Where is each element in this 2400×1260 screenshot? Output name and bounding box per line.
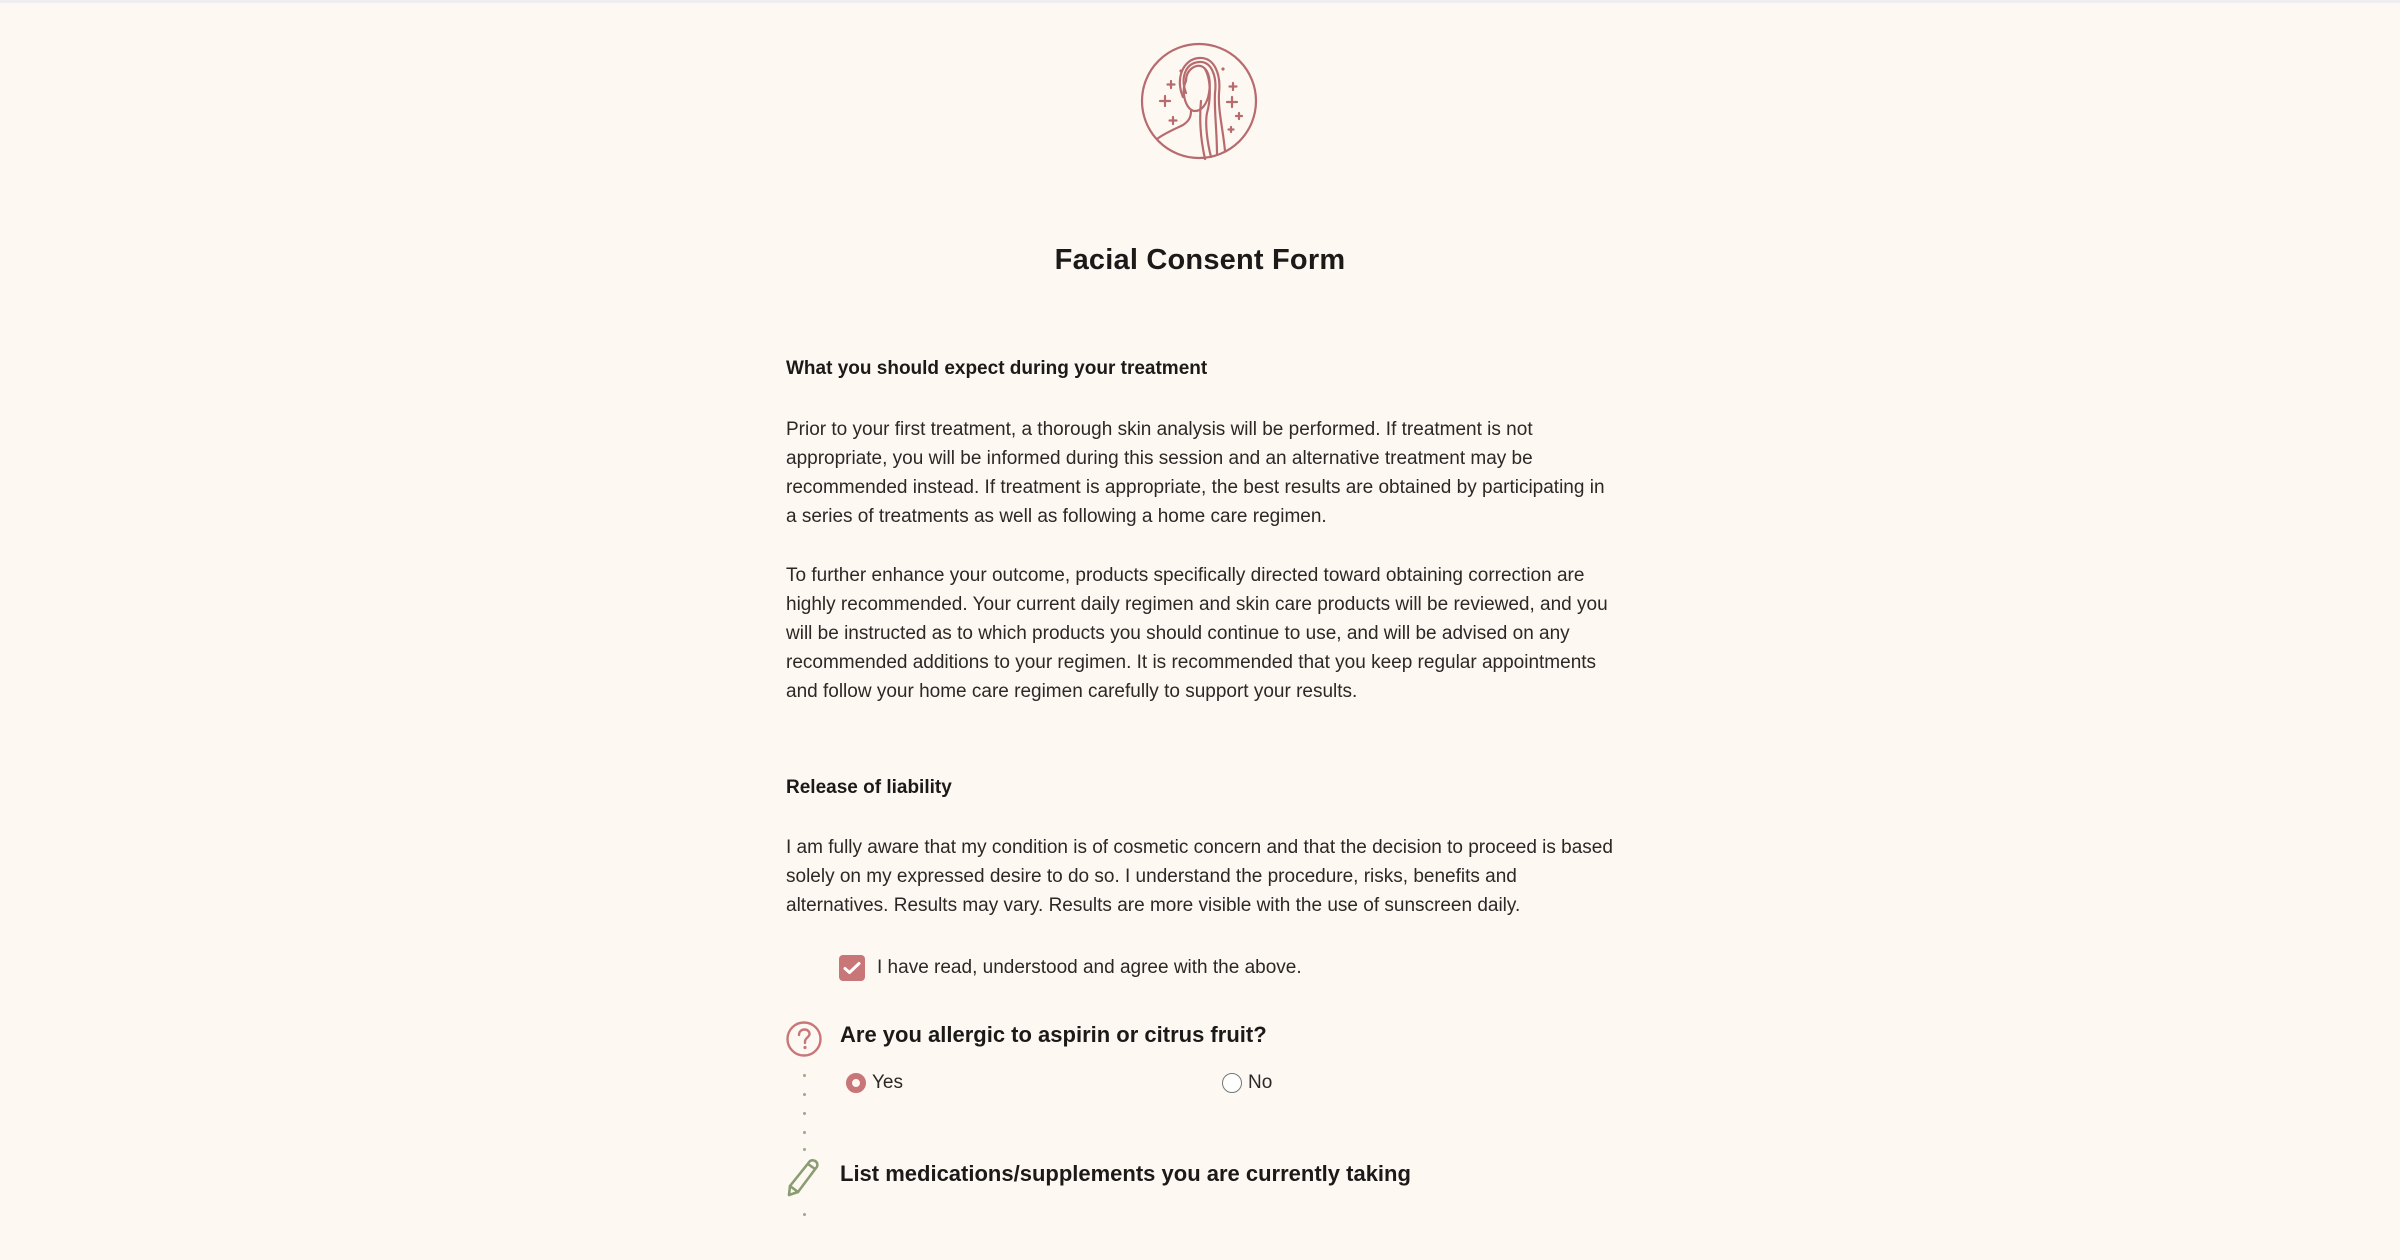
liability-paragraph: I am fully aware that my condition is of cosmetic concern and that the decision to proceed is based solely on my expressed desire to do so. I understand the procedure, risks, benefits and alternatives. Results may vary. Results are more visible with the use of sunscreen daily. [786, 837, 1613, 916]
page-title: Facial Consent Form [1054, 244, 1346, 276]
checkmark-icon [843, 961, 861, 975]
top-edge-divider [0, 0, 2400, 3]
timeline-dot [803, 1074, 806, 1077]
timeline-dot [803, 1148, 806, 1151]
treatment-paragraph-1: Prior to your first treatment, a thorough skin analysis will be performed. If treatment is not appropriate, you will be informed during this session and an alternative treatment may be recommended instead. If treatment is appropriate, the best results are obtained by participating in a series of treatments as well as following a home care regimen. [786, 419, 1605, 527]
allergy-option-no[interactable] [1222, 1072, 1272, 1094]
radio-yes[interactable] [846, 1073, 866, 1093]
section-heading-treatment: What you should expect during your treatment [786, 358, 1208, 379]
radio-no[interactable] [1222, 1073, 1242, 1093]
agreement-checkbox-row[interactable] [839, 955, 1302, 981]
radio-yes-label: Yes [872, 1072, 903, 1093]
medications-question-title: List medications/supplements you are currently taking [840, 1161, 1411, 1186]
treatment-paragraph-2: To further enhance your outcome, products specifically directed toward obtaining correction are highly recommended. Your current daily regimen and skin care products will be reviewed, and you will be instructed as to which products you should continue to use, and will be advised on any recommended additions to your regimen. It is recommended that you keep regular appointments and follow your home care regimen carefully to support your results. [786, 565, 1608, 702]
brand-logo [1139, 41, 1259, 161]
agreement-label: I have read, understood and agree with the above. [877, 957, 1302, 978]
pencil-icon [786, 1158, 820, 1198]
woman-portrait-logo-icon [1139, 41, 1259, 161]
radio-no-label: No [1248, 1072, 1273, 1093]
timeline-dot [803, 1112, 806, 1115]
timeline-dot [803, 1213, 806, 1216]
allergy-option-yes[interactable] [846, 1072, 903, 1094]
timeline-dot [803, 1131, 806, 1134]
allergy-question-title: Are you allergic to aspirin or citrus fruit? [840, 1022, 1267, 1047]
question-circle-icon [785, 1020, 823, 1058]
agreement-checkbox[interactable] [839, 955, 865, 981]
timeline-dot [803, 1093, 806, 1096]
section-heading-liability: Release of liability [786, 777, 952, 798]
